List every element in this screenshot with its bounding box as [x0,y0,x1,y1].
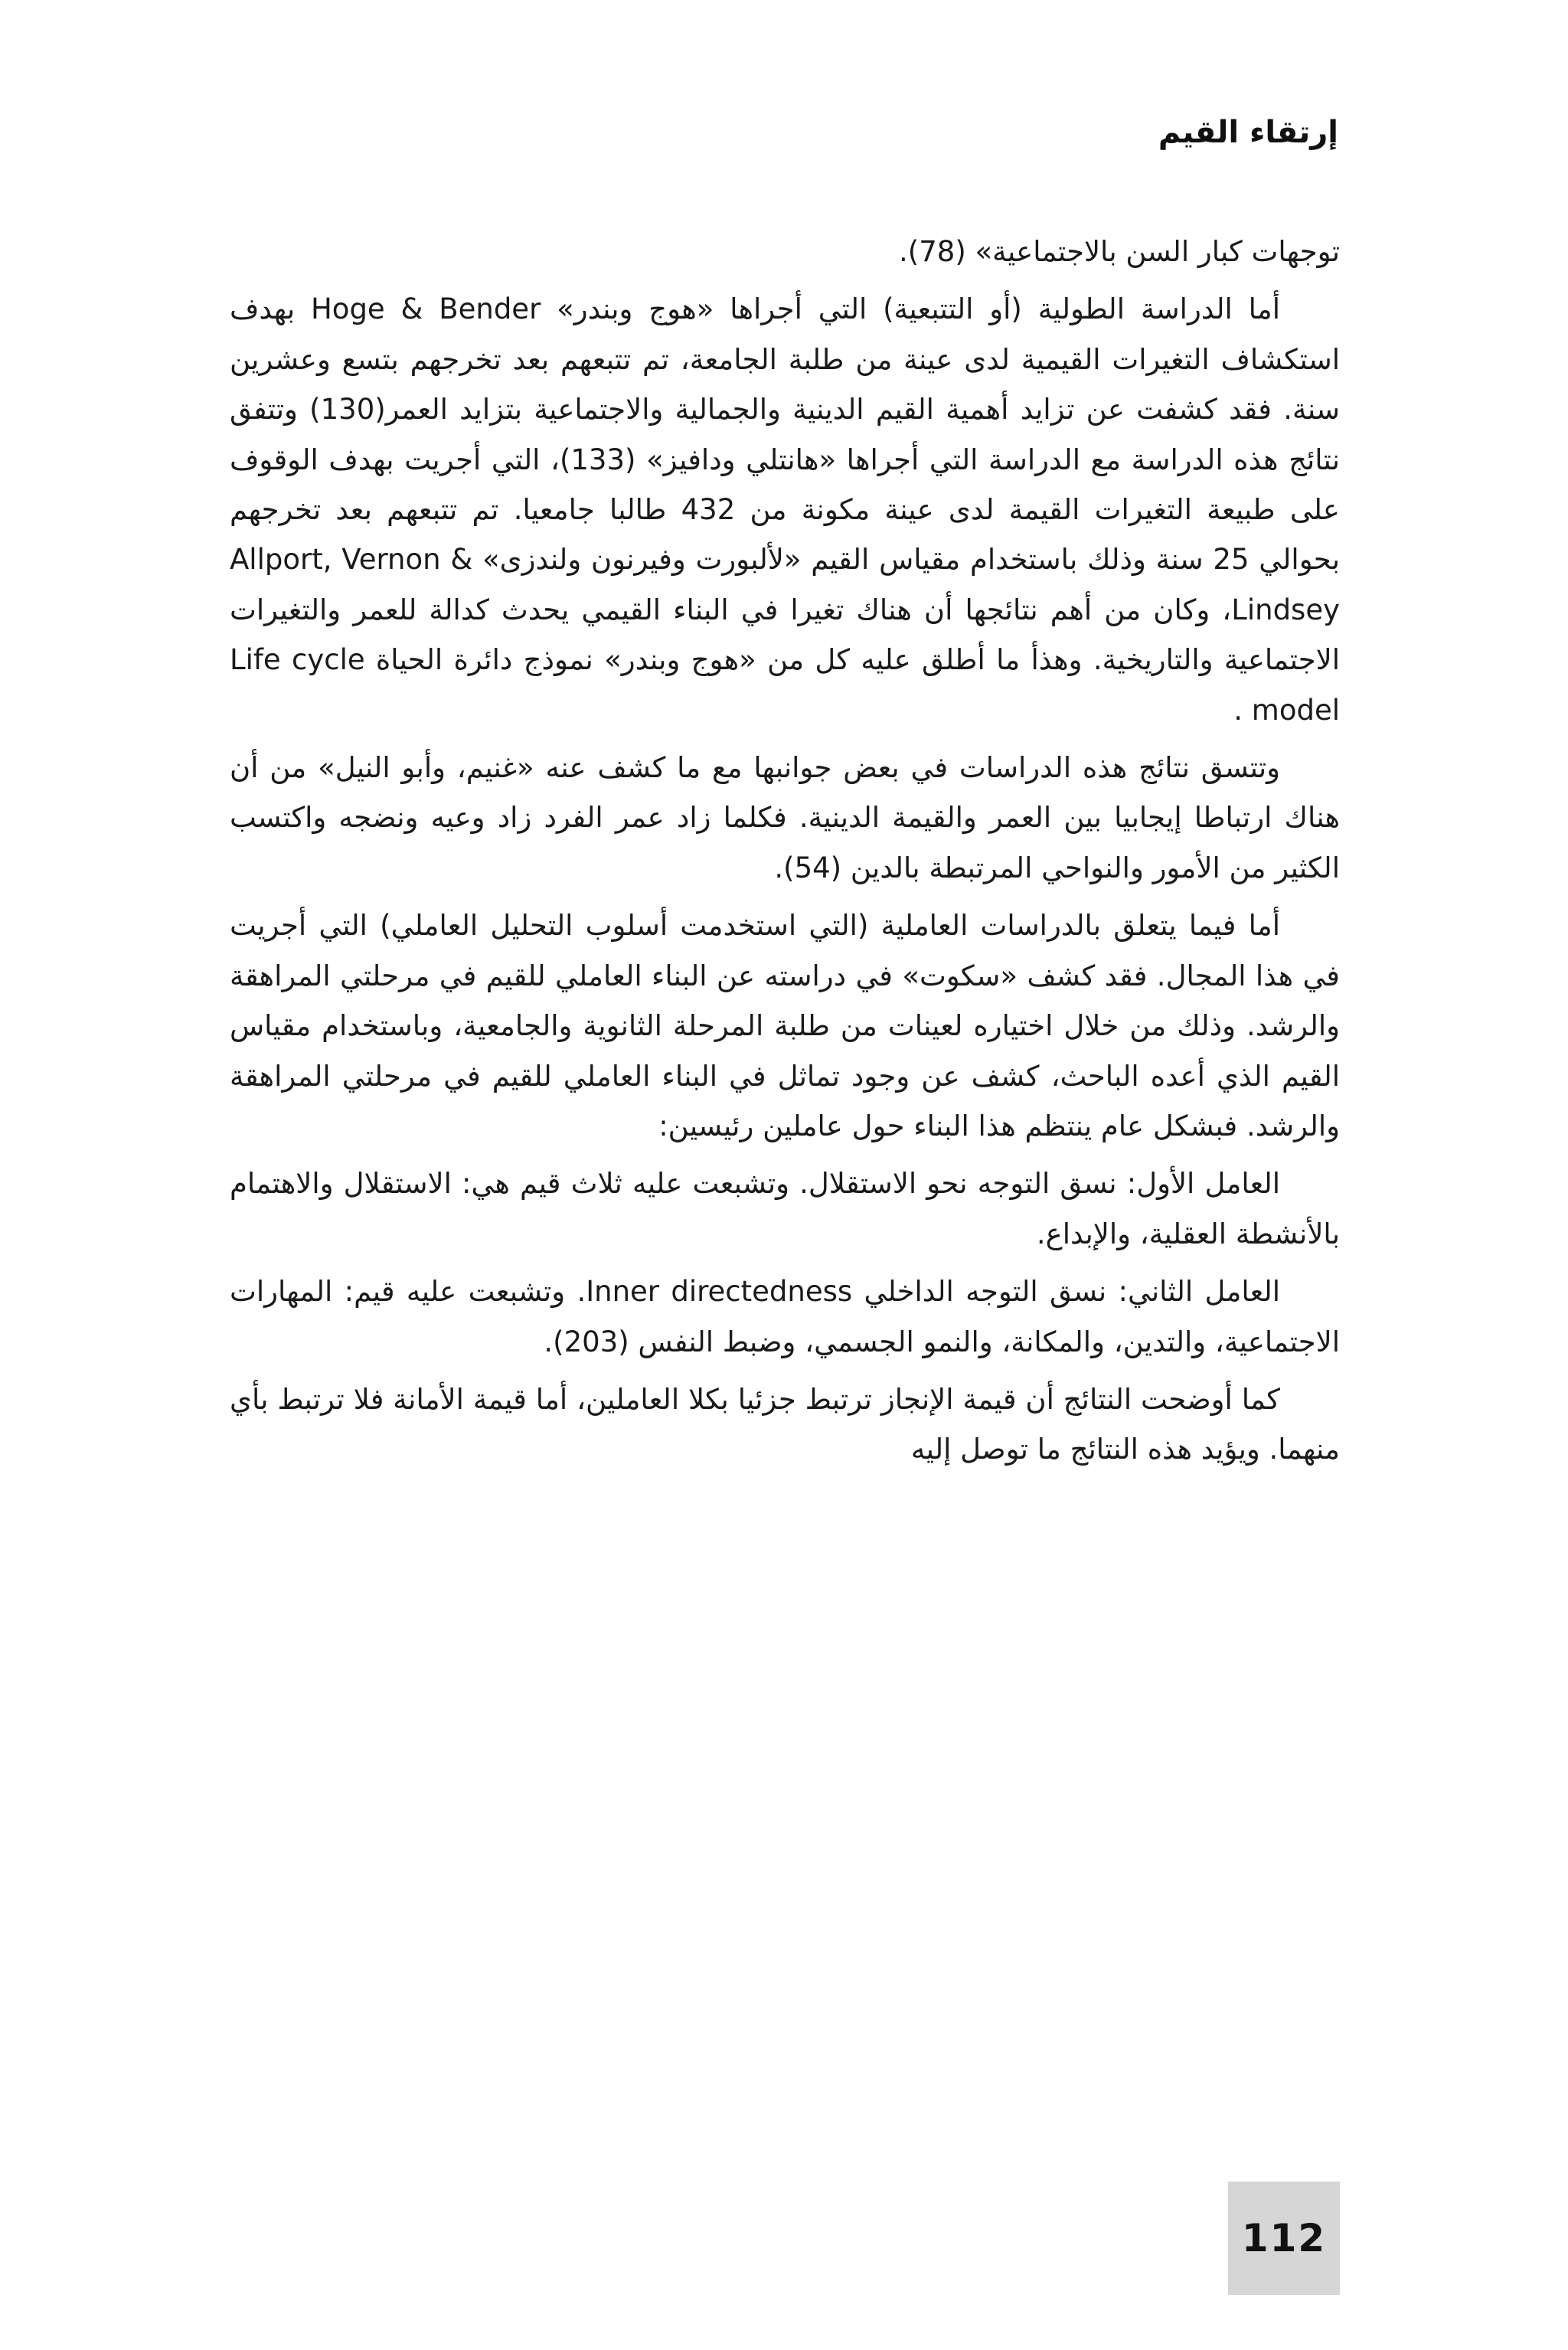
page-number-box [1228,2182,1340,2295]
paragraph-factorial-studies: أما فيما يتعلق بالدراسات العاملية (التي استخدمت أسلوب التحليل العاملي) التي أجريت في هذا المجال. فقد كشف «سكوت» في دراسته عن البناء العاملي للقيم في مرحلتي المراهقة والرشد. وذلك من خلال اختياره لعينات من طلبة المرحلة الثانوية والجامعية، وباستخدام مقياس القيم الذي أعده الباحث، كشف عن وجود تماثل في البناء العاملي للقيم في مرحلتي المراهقة والرشد. فبشكل عام ينتظم هذا البناء حول عاملين رئيسين: [230,909,1340,1142]
paragraph-continued: توجهات كبار السن بالاجتماعية» (78). [899,235,1340,268]
paragraph-factor-two: العامل الثاني: نسق التوجه الداخلي Inner directedness. وتشبعت عليه قيم: المهارات الاجتماعية، والتدين، والمكانة، والنمو الجسمي، وضبط النفس (203). [230,1275,1340,1358]
paragraph-longitudinal-studies: أما الدراسة الطولية (أو التتبعية) التي أجراها «هوج وبندر» Hoge & Bender بهدف استكشاف التغيرات القيمية لدى عينة من طلبة الجامعة، تم تتبعهم بعد تخرجهم بتسع وعشرين سنة. فقد كشفت عن تزايد أهمية القيم الدينية والجمالية والاجتماعية بتزايد العمر(130) وتتفق نتائج هذه الدراسة مع الدراسة التي أجراها «هانتلي ودافيز» (133)، التي أجريت بهدف الوقوف على طبيعة التغيرات القيمة لدى عينة مكونة من 432 طالبا جامعيا. تم تتبعهم بعد تخرجهم بحوالي 25 سنة وذلك باستخدام مقياس القيم «لألبورت وفيرنون ولندزى» Allport, Vernon & Lindsey، وكان من أهم نتائجها أن هناك تغيرا في البناء القيمي يحدث كدالة للعمر والتغيرات الاجتماعية والتاريخية. وهذأ ما أطلق عليه كل من «هوج وبندر» نموذج دائرة الحياة Life cycle model . [230,293,1341,727]
paragraph-consistency: وتتسق نتائج هذه الدراسات في بعض جوانبها مع ما كشف عنه «غنيم، وأبو النيل» من أن هناك ارتباطا إيجابيا بين العمر والقيمة الدينية. فكلما زاد عمر الفرد زاد وعيه ونضجه واكتسب الكثير من الأمور والنواحي المرتبطة بالدين (54). [230,751,1340,884]
page-number: 112 [1241,2216,1327,2260]
paragraph-results: كما أوضحت النتائج أن قيمة الإنجاز ترتبط جزئيا بكلا العاملين، أما قيمة الأمانة فلا ترتبط بأي منهما. ويؤيد هذه النتائج ما توصل إليه [230,1382,1340,1466]
paragraph-factor-one: العامل الأول: نسق التوجه نحو الاستقلال. وتشبعت عليه ثلاث قيم هي: الاستقلال والاهتمام بالأنشطة العقلية، والإبداع. [230,1167,1340,1250]
body-text [230,227,1340,1475]
running-header: إرتقاء القيم [1158,115,1338,150]
